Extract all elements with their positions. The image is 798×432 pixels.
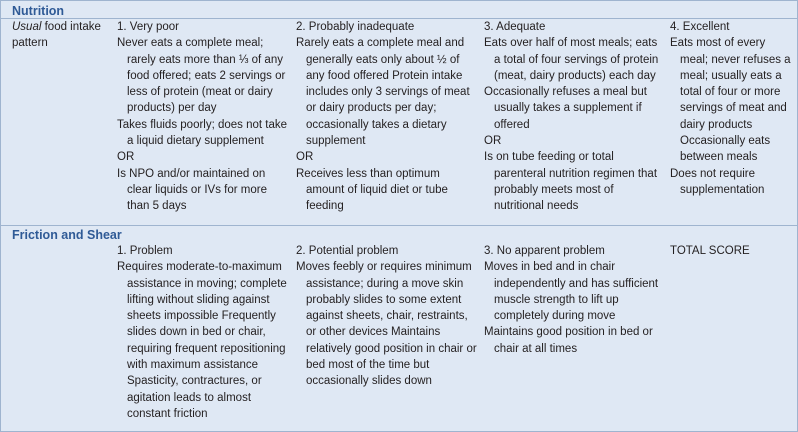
criteria-text: Requires moderate-to-maximum assistance in moving; complete lifting without sliding against sheets impossible Frequently slides down in bed or chair, requiring frequent repositioning with maximum assistance Spasticity, contractures, or agitation leads to almost constant friction	[117, 261, 287, 420]
criteria-text: Occasionally refuses a meal but usually takes a supplement if offered	[484, 86, 647, 131]
criteria-text: Is NPO and/or maintained on clear liquids or IVs for more than 5 days	[117, 167, 267, 213]
criteria-text: Never eats a complete meal; rarely eats more than ⅓ of any food offered; eats 2 servings or less of protein (meat or dairy products) per day	[117, 37, 286, 115]
col-heading: 3. Adequate	[484, 21, 546, 33]
or-label: OR	[117, 151, 135, 164]
criteria-text: Takes fluids poorly; does not take a liquid dietary supplement	[117, 118, 288, 148]
col-heading: 2. Potential problem	[296, 245, 399, 257]
criteria-text: Eats most of every meal; never refuses a meal; usually eats a total of four or more servings of meat and dairy products Occasionally eats between meals	[670, 37, 791, 164]
nutrition-col-probably-inadequate	[296, 19, 478, 215]
total-score-label: TOTAL SCORE	[670, 245, 750, 257]
pattern-label: pattern	[12, 37, 48, 50]
friction-col-problem	[117, 243, 289, 422]
friction-title: Friction and Shear	[12, 228, 122, 242]
criteria-text: Rarely eats a complete meal and generally eats only about ½ of any food offered Protein intake includes only 3 servings of meat or dairy products per day; occasionally takes a dietary supplement	[296, 37, 470, 148]
col-heading: 1. Problem	[117, 245, 173, 257]
or-label: OR	[484, 135, 502, 148]
col-heading: 3. No apparent problem	[484, 245, 605, 257]
nutrition-col-excellent	[670, 19, 794, 198]
friction-col-no-apparent-problem	[484, 243, 662, 357]
criteria-text: Eats over half of most meals; eats a total of four servings of protein (meat, dairy products) each day	[484, 37, 659, 82]
nutrition-row-label	[12, 19, 110, 52]
criteria-text: Receives less than optimum amount of liquid diet or tube feeding	[296, 167, 448, 213]
col-heading: 1. Very poor	[117, 21, 180, 33]
criteria-text: Moves feebly or requires minimum assistance; during a move skin probably slides to some extent against sheets, chair, restraints, or other devices Maintains relatively good position in chair or bed most of the time but occasionally slides down	[296, 261, 477, 388]
or-label: OR	[296, 151, 314, 164]
col-heading: 2. Probably inadequate	[296, 21, 415, 33]
criteria-text: Moves in bed and in chair independently and has sufficient muscle strength to lift up completely during move	[484, 261, 659, 323]
divider	[1, 225, 797, 226]
total-score-cell	[670, 243, 794, 259]
nutrition-title: Nutrition	[12, 4, 65, 18]
friction-col-potential-problem	[296, 243, 478, 390]
criteria-text: Does not require supplementation	[670, 167, 765, 196]
criteria-text: Is on tube feeding or total parenteral nutrition regimen that probably meets most of nutritional needs	[484, 151, 658, 213]
nutrition-col-adequate	[484, 19, 662, 215]
col-heading: 4. Excellent	[670, 21, 730, 33]
food-intake-label: food intake	[41, 21, 101, 33]
usual-label: Usual	[12, 21, 42, 33]
criteria-text: Maintains good position in bed or chair at all times	[484, 326, 653, 355]
nutrition-col-very-poor	[117, 19, 289, 215]
